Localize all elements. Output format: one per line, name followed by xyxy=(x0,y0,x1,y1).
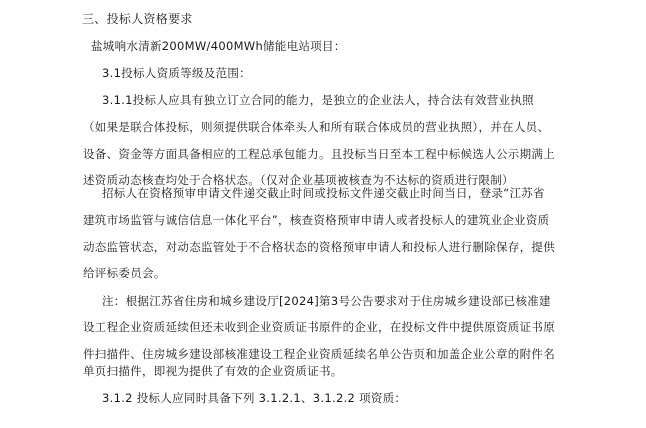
para-tenderer-line-4: 给评标委员会。 xyxy=(83,266,166,280)
para-note-line-4: 单页扫描件，即视为提供了有效的企业资质证书。 xyxy=(83,364,343,378)
para-tenderer-line-1: 招标人在资格预审申请文件递交截止时间或投标文件递交截止时间当日，登录“江苏省 xyxy=(102,186,545,200)
para-3-1-1-line-1: 3.1.1投标人应具有独立订立合同的能力，是独立的企业法人，持合法有效营业执照 xyxy=(102,93,534,107)
para-note-line-2: 设工程企业资质延续但还未收到企业资质证书原件的企业，在投标文件中提供原资质证书原 xyxy=(83,320,555,334)
subsection-3-1: 3.1投标人资质等级及范围： xyxy=(102,66,251,80)
section-heading: 三、投标人资格要求 xyxy=(82,12,193,26)
para-note-line-3: 件扫描件、住房城乡建设部核准建设工程企业资质延续名单公告页和加盖企业公章的附件名 xyxy=(83,347,555,361)
para-3-1-1-line-4: 述资质动态核查均处于合格状态。（仅对企业基项被核查为不达标的资质进行限制） xyxy=(83,173,514,187)
para-tenderer-line-3: 动态监管状态，对动态监管处于不合格状态的资格预审申请人和投标人进行删除保存，提供 xyxy=(83,240,555,254)
para-3-1-1-line-2: （如果是联合体投标，则须提供联合体牵头人和所有联合体成员的营业执照），并在人员、 xyxy=(83,120,550,134)
para-3-1-1-line-3: 设备、资金等方面具备相应的工程总承包能力。且投标当日至本工程中标候选人公示期满上 xyxy=(83,147,555,161)
subsection-3-1-2: 3.1.2 投标人应同时具备下列 3.1.2.1、3.1.2.2 项资质： xyxy=(102,391,407,405)
para-tenderer-line-2: 建筑市场监管与诚信信息一体化平台”，核查资格预审申请人或者投标人的建筑业企业资质 xyxy=(83,213,550,227)
para-note-line-1: 注：根据江苏省住房和城乡建设厅[2024]第3号公告要求对于住房城乡建设部已核准建 xyxy=(102,294,551,308)
project-line: 盐城响水清新200MW/400MWh储能电站项目： xyxy=(91,39,346,53)
